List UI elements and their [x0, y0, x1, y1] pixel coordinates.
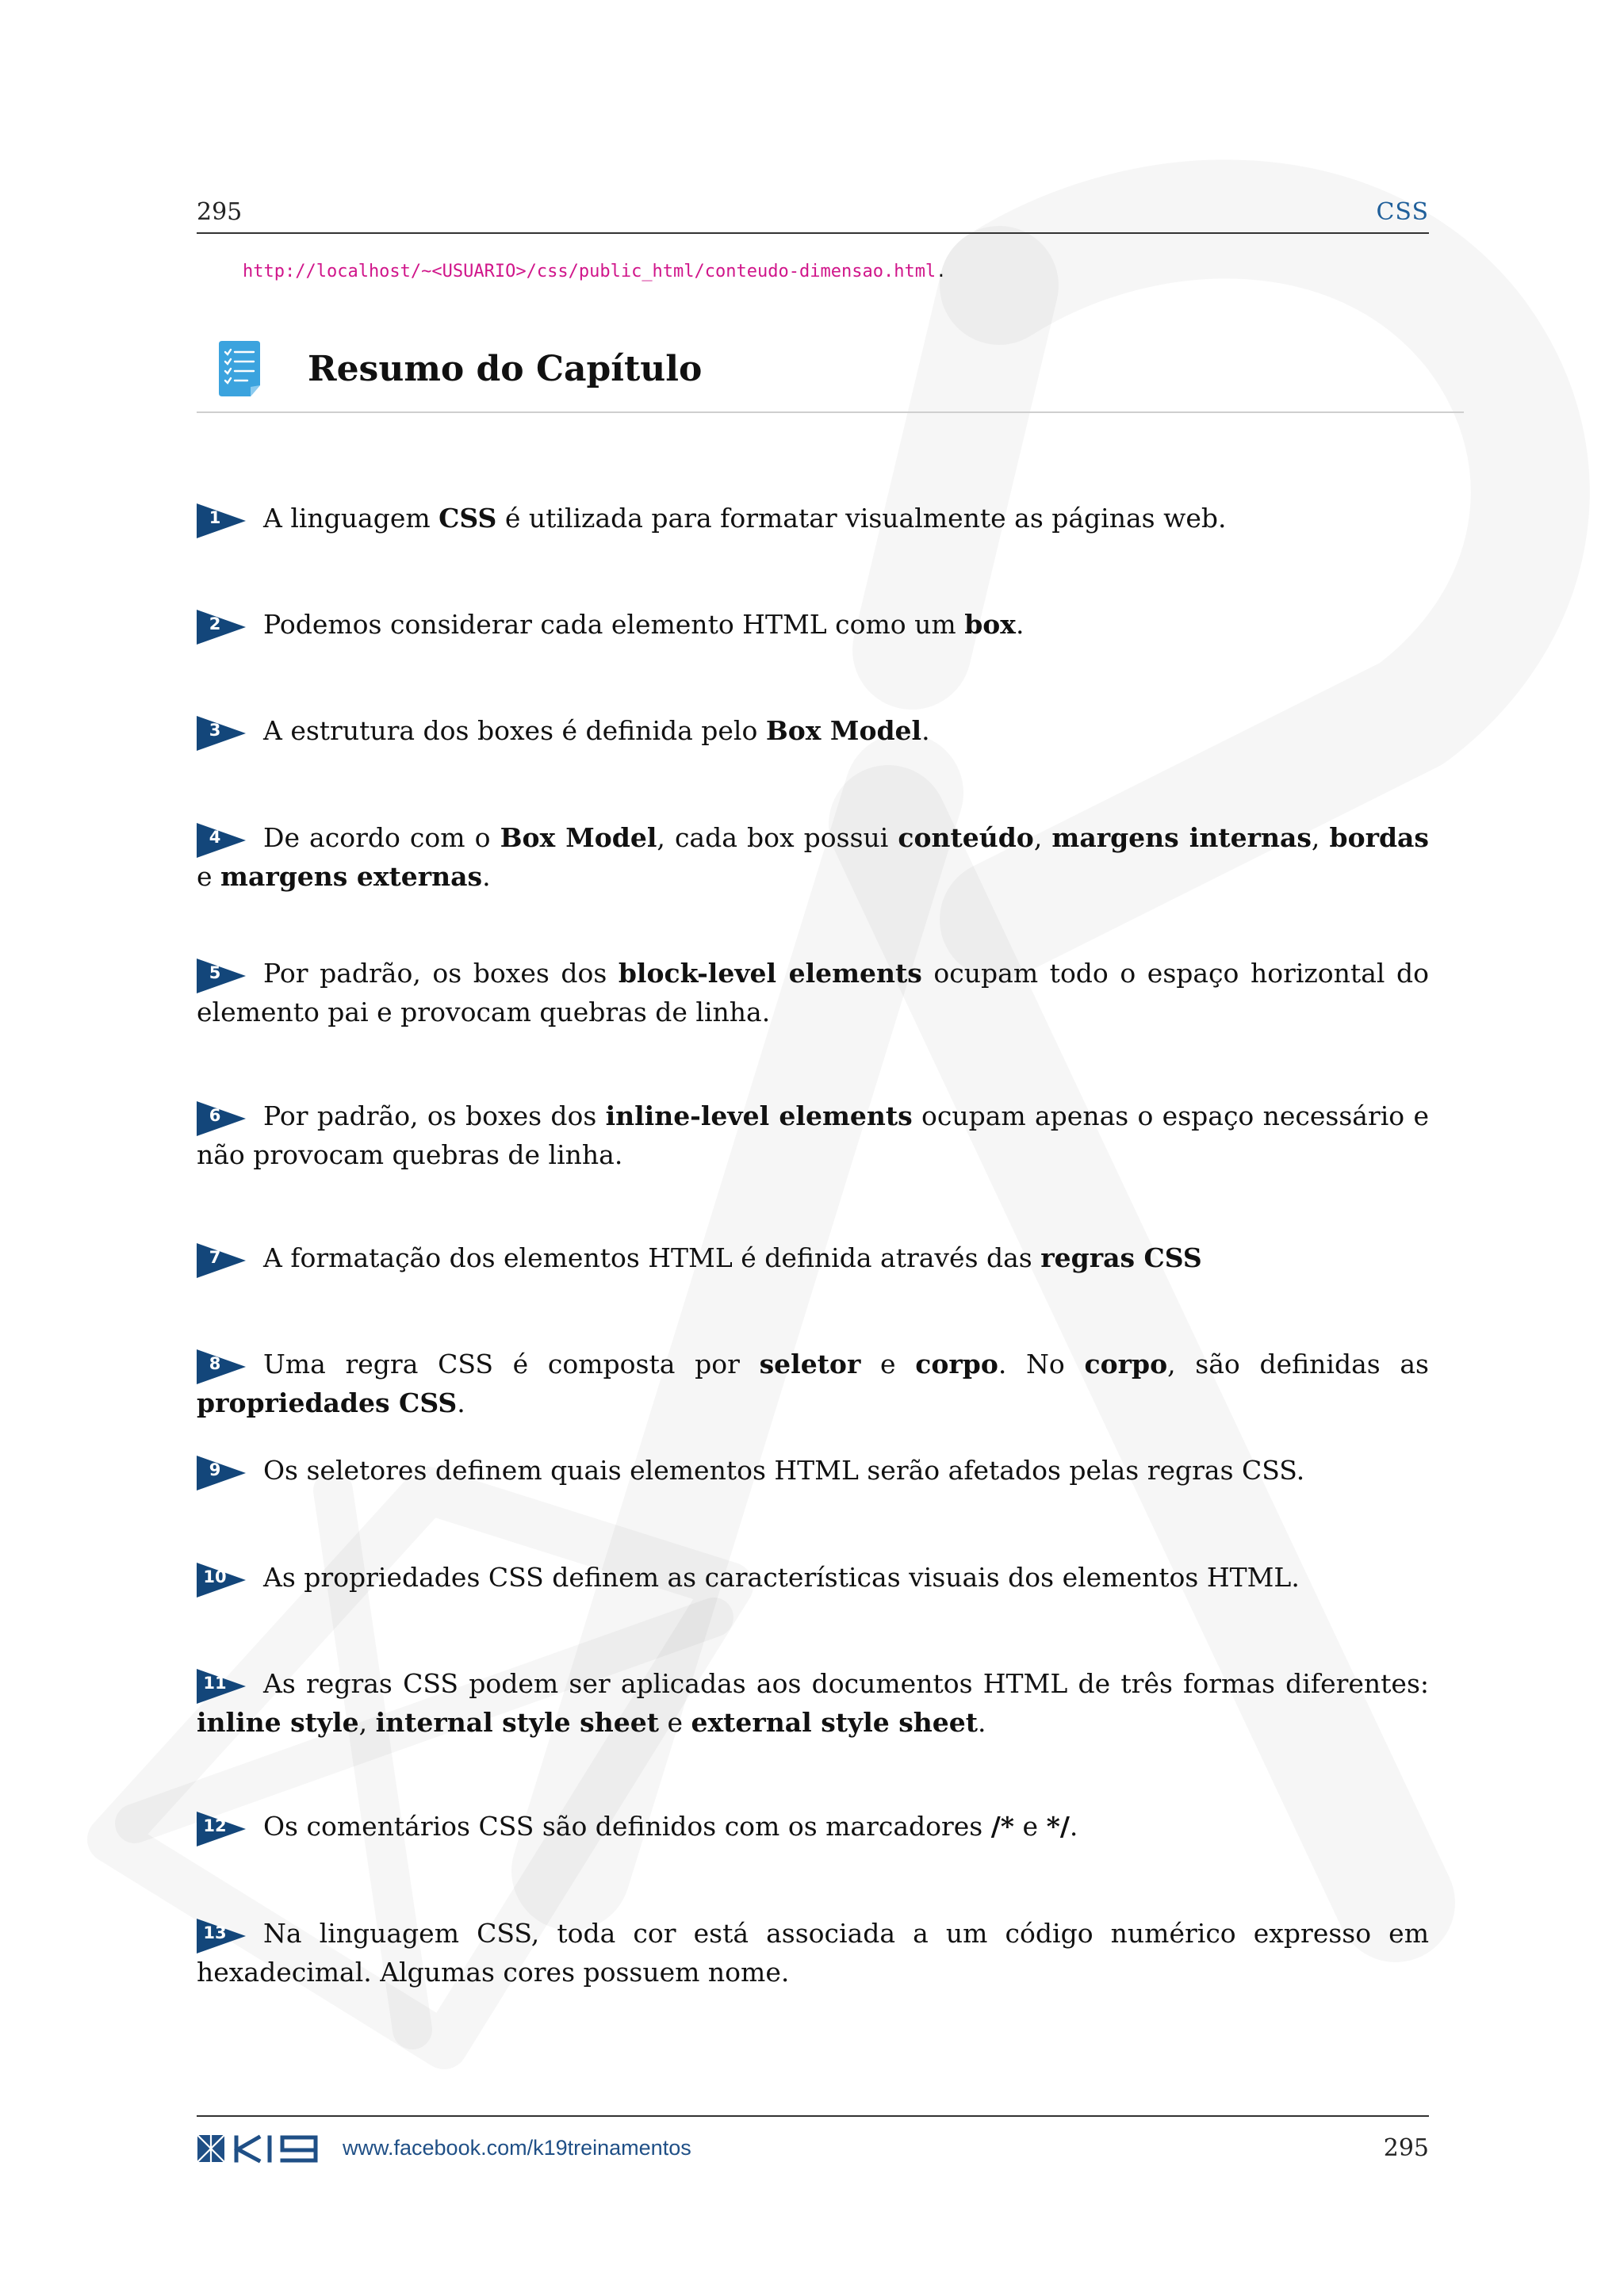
item-text-bold: block-level elements — [618, 958, 922, 989]
item-text: , são definidas as — [1167, 1349, 1429, 1380]
item-text-bold: /* — [990, 1811, 1015, 1842]
item-text: ocupam apenas o espaço necessário e não provocam quebras de linha. — [197, 1100, 1429, 1170]
summary-rule — [197, 411, 1464, 413]
item-number-badge — [197, 959, 246, 993]
item-text: . — [1069, 1811, 1078, 1842]
item-text: Podemos considerar cada elemento HTML como um — [263, 609, 965, 640]
item-number-badge — [197, 1243, 246, 1278]
item-text-bold: corpo — [1084, 1349, 1168, 1380]
summary-item — [197, 819, 1429, 895]
summary-item — [197, 1808, 1429, 1846]
item-text: e — [658, 1707, 691, 1738]
item-text-bold: seletor — [759, 1349, 861, 1380]
item-text-bold: corpo — [915, 1349, 998, 1380]
item-text: , cada box possui — [657, 822, 898, 853]
item-text: As propriedades CSS definem as características visuais dos elementos HTML. — [263, 1562, 1300, 1593]
url-trailing: . — [936, 262, 947, 281]
item-text: . — [978, 1707, 986, 1738]
item-number-badge — [197, 1456, 246, 1490]
item-text-bold: bordas — [1329, 822, 1430, 853]
item-number: 11 — [203, 1674, 227, 1693]
k19-logo[interactable] — [197, 2133, 320, 2164]
item-text-bold: margens internas — [1051, 822, 1312, 853]
item-text: Os seletores definem quais elementos HTML serão afetados pelas regras CSS. — [263, 1455, 1305, 1486]
item-text: ocupam todo o espaço horizontal do elemento pai e provocam quebras de linha. — [197, 958, 1429, 1027]
item-number-badge — [197, 1669, 246, 1704]
item-number: 1 — [209, 508, 221, 527]
item-number: 13 — [203, 1923, 227, 1942]
summary-item — [197, 606, 1429, 645]
summary-item — [197, 1345, 1429, 1422]
item-number-badge — [197, 823, 246, 858]
item-text-bold: box — [964, 609, 1016, 640]
summary-item — [197, 1239, 1429, 1278]
summary-item — [197, 712, 1429, 751]
item-text: e — [197, 861, 221, 892]
item-text: A linguagem — [263, 503, 439, 534]
item-text: e — [1014, 1811, 1047, 1842]
item-number: 10 — [203, 1567, 227, 1586]
summary-item — [197, 1915, 1429, 1991]
url-line — [243, 262, 946, 281]
item-text: , — [1311, 822, 1330, 853]
header-rule — [197, 232, 1429, 234]
item-text: é utilizada para formatar visualmente as páginas web. — [496, 503, 1227, 534]
footer-facebook-link[interactable]: www.facebook.com/k19treinamentos — [343, 2136, 691, 2160]
item-number-badge — [197, 1919, 246, 1954]
item-number: 6 — [209, 1106, 221, 1125]
item-text-bold: margens externas — [220, 861, 483, 892]
item-text: De acordo com o — [263, 822, 500, 853]
summary-item — [197, 499, 1429, 538]
item-number-badge — [197, 1812, 246, 1846]
footer-rule — [197, 2115, 1429, 2117]
item-text-bold: inline style — [197, 1707, 359, 1738]
url-link[interactable]: http://localhost/~<USUARIO>/css/public_html/conteudo-dimensao.html — [243, 262, 936, 281]
item-text: . — [457, 1387, 465, 1418]
header-chapter-title: CSS — [1376, 198, 1429, 226]
header-page-number: 295 — [197, 198, 243, 226]
summary-item — [197, 1665, 1429, 1741]
item-text: e — [860, 1349, 916, 1380]
item-number: 5 — [209, 963, 221, 982]
item-text: Por padrão, os boxes dos — [263, 958, 619, 989]
item-text: . — [1015, 609, 1025, 640]
item-number-badge — [197, 1563, 246, 1598]
item-text: Por padrão, os boxes dos — [263, 1100, 606, 1131]
item-text-bold: Box Model — [765, 715, 922, 746]
item-text-bold: regras CSS — [1040, 1242, 1202, 1273]
item-text-bold: internal style sheet — [375, 1707, 659, 1738]
item-number: 2 — [209, 614, 221, 633]
item-number-badge — [197, 716, 246, 751]
item-text: A formatação dos elementos HTML é definida através das — [263, 1242, 1041, 1273]
item-number: 7 — [209, 1248, 221, 1267]
summary-item — [197, 1559, 1429, 1598]
item-text-bold: */ — [1046, 1811, 1070, 1842]
item-text: Os comentários CSS são definidos com os marcadores — [263, 1811, 991, 1842]
item-text: Na linguagem CSS, toda cor está associada a um código numérico expresso em hexadecimal. Algumas cores possuem nome. — [197, 1918, 1429, 1988]
item-text: As regras CSS podem ser aplicadas aos documentos HTML de três formas diferentes: — [263, 1668, 1429, 1699]
item-number-badge — [197, 1349, 246, 1384]
item-number-badge — [197, 503, 246, 538]
summary-item — [197, 1097, 1429, 1173]
item-text: Uma regra CSS é composta por — [263, 1349, 760, 1380]
item-number: 8 — [209, 1354, 221, 1373]
item-text: . — [921, 715, 930, 746]
item-text: , — [1033, 822, 1052, 853]
item-text: . No — [998, 1349, 1085, 1380]
item-text: A estrutura dos boxes é definida pelo — [263, 715, 766, 746]
item-text-bold: external style sheet — [691, 1707, 979, 1738]
item-text-bold: Box Model — [500, 822, 657, 853]
item-text-bold: conteúdo — [898, 822, 1034, 853]
item-text-bold: CSS — [439, 503, 497, 534]
checklist-icon — [219, 341, 260, 396]
summary-item — [197, 1452, 1429, 1490]
item-number-badge — [197, 1101, 246, 1136]
item-number: 9 — [209, 1460, 221, 1479]
item-text-bold: inline-level elements — [605, 1100, 913, 1131]
item-number-badge — [197, 610, 246, 645]
item-text: , — [358, 1707, 376, 1738]
footer-page-number: 295 — [1383, 2134, 1429, 2162]
item-number: 4 — [209, 828, 221, 847]
item-number: 3 — [209, 721, 221, 740]
summary-item — [197, 955, 1429, 1031]
item-text: . — [482, 861, 491, 892]
summary-title: Resumo do Capítulo — [308, 349, 703, 389]
item-number: 12 — [203, 1816, 227, 1835]
item-text-bold: propriedades CSS — [197, 1387, 458, 1418]
